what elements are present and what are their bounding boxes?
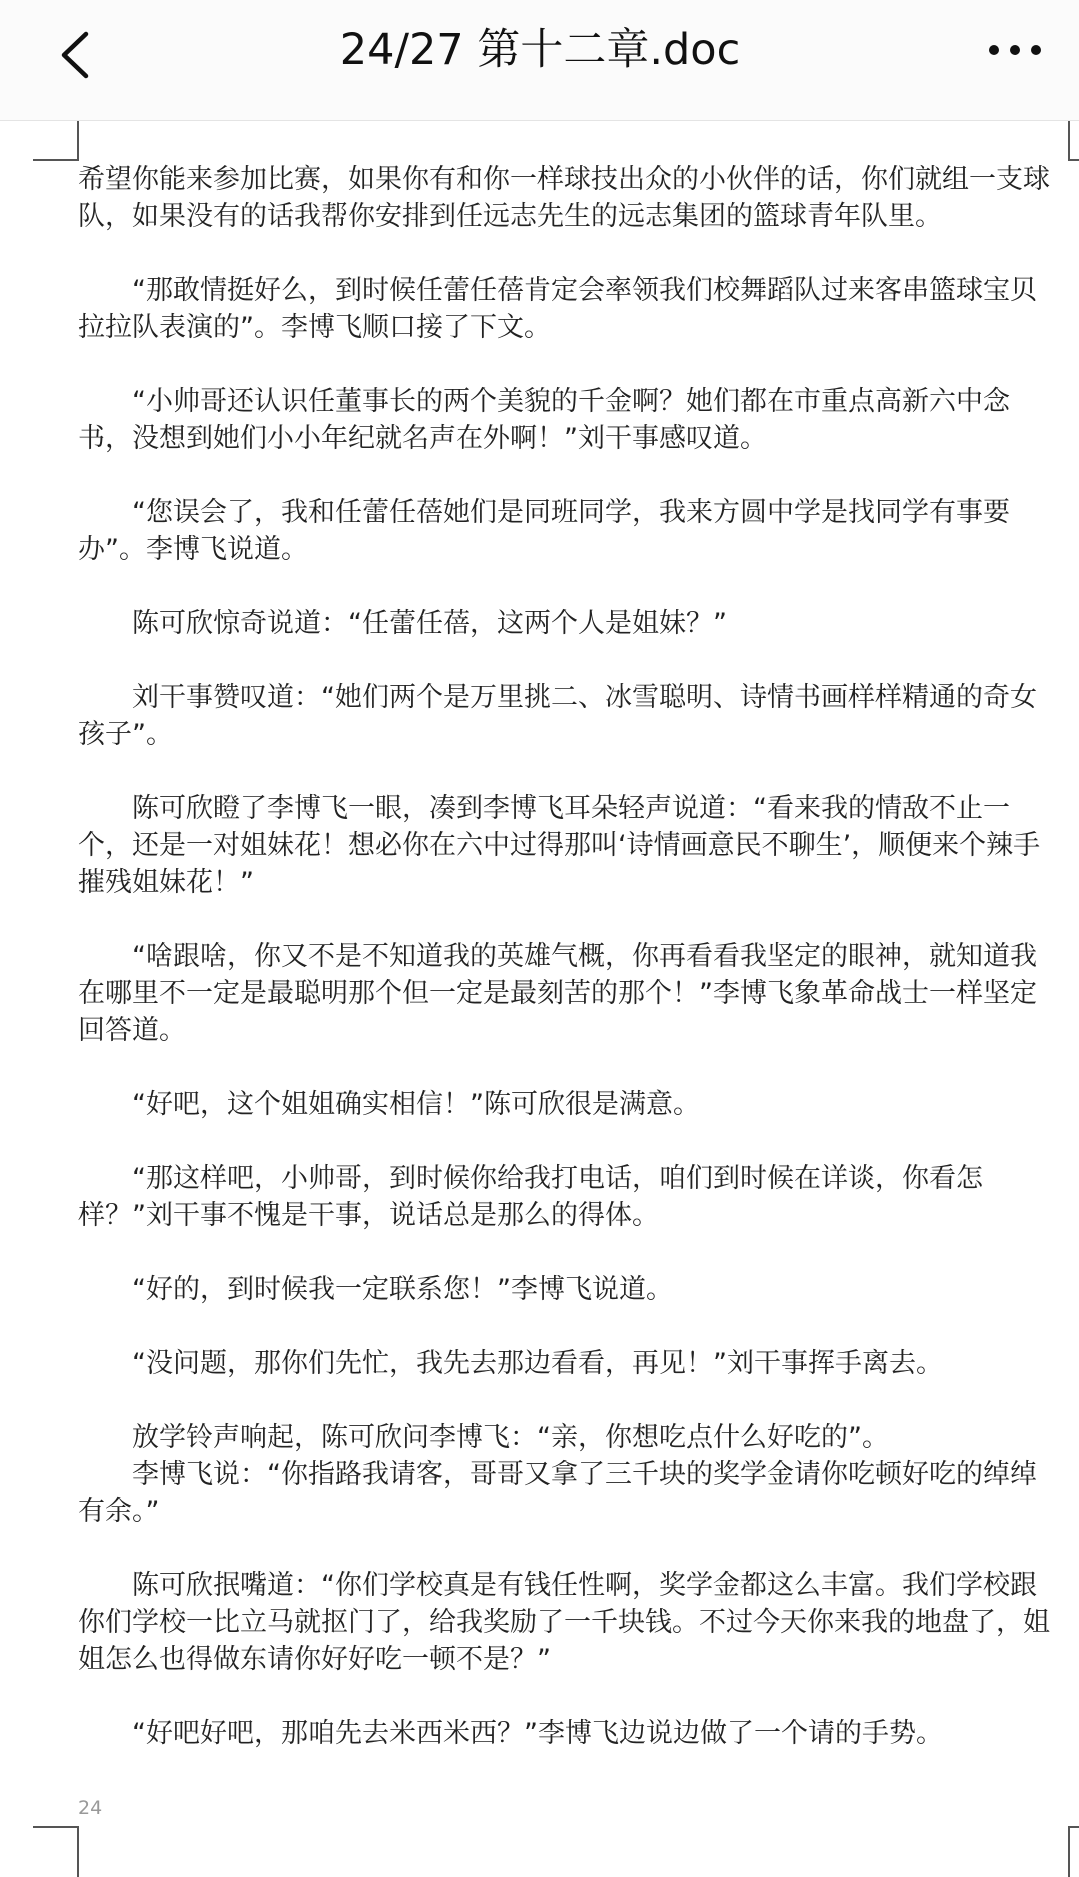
crop-mark-top-left — [33, 121, 79, 161]
paragraph: “没问题，那你们先忙，我先去那边看看，再见！”刘干事挥手离去。 — [132, 1348, 943, 1379]
paragraph: 李博飞说：“你指路我请客，哥哥又拿了三千块的奖学金请你吃顿好吃的绰绰有余。” — [78, 1459, 1037, 1527]
paragraph: 刘干事赞叹道：“她们两个是万里挑二、冰雪聪明、诗情书画样样精通的奇女孩子”。 — [78, 682, 1037, 750]
paragraph: “好的，到时候我一定联系您！”李博飞说道。 — [132, 1274, 673, 1305]
paragraph: 放学铃声响起，陈可欣问李博飞：“亲，你想吃点什么好吃的”。 — [132, 1422, 889, 1453]
crop-mark-top-right — [1068, 121, 1079, 161]
paragraph: “啥跟啥，你又不是不知道我的英雄气概，你再看看我坚定的眼神，就知道我在哪里不一定是最聪明那个但一定是最刻苦的那个！”李博飞象革命战士一样坚定回答道。 — [78, 941, 1037, 1046]
paragraph: “您误会了，我和任蕾任蓓她们是同班同学，我来方圆中学是找同学有事要办”。李博飞说道。 — [78, 497, 1010, 565]
paragraph: “好吧好吧，那咱先去米西米西？”李博飞边说边做了一个请的手势。 — [132, 1718, 943, 1749]
paragraph: “那敢情挺好么，到时候任蕾任蓓肯定会率领我们校舞蹈队过来客串篮球宝贝拉拉队表演的”。李博飞顺口接了下文。 — [78, 275, 1037, 343]
paragraph: 陈可欣瞪了李博飞一眼，凑到李博飞耳朵轻声说道：“看来我的情敌不止一个，还是一对姐妹花！想必你在六中过得那叫‘诗情画意民不聊生’，顺便来个辣手摧残姐妹花！” — [78, 793, 1041, 898]
more-options-button[interactable] — [970, 20, 1060, 80]
back-button[interactable] — [40, 20, 110, 90]
paragraph: 陈可欣惊奇说道：“任蕾任蓓，这两个人是姐妹？” — [132, 608, 727, 639]
paragraph: 希望你能来参加比赛，如果你有和你一样球技出众的小伙伴的话，你们就组一支球队，如果没有的话我帮你安排到任远志先生的远志集团的篮球青年队里。 — [78, 164, 1050, 232]
chevron-left-icon — [58, 30, 92, 80]
paragraph: “好吧，这个姐姐确实相信！”陈可欣很是满意。 — [132, 1089, 700, 1120]
document-page[interactable] — [0, 121, 1079, 1875]
document-body — [78, 161, 1056, 1789]
page-number: 24 — [78, 1797, 103, 1819]
document-title: 24/27 第十二章.doc — [339, 25, 741, 75]
crop-mark-bottom-right — [1068, 1826, 1079, 1877]
more-horizontal-icon — [987, 43, 1043, 57]
paragraph: “那这样吧，小帅哥，到时候你给我打电话，咱们到时候在详谈，你看怎样？”刘干事不愧是干事，说话总是那么的得体。 — [78, 1163, 983, 1231]
crop-mark-bottom-left — [33, 1826, 79, 1877]
top-navigation-bar — [0, 0, 1079, 121]
paragraph: 陈可欣抿嘴道：“你们学校真是有钱任性啊，奖学金都这么丰富。我们学校跟你们学校一比立马就抠门了，给我奖励了一千块钱。不过今天你来我的地盘了，姐姐怎么也得做东请你好好吃一顿不是？” — [78, 1570, 1050, 1675]
paragraph: “小帅哥还认识任董事长的两个美貌的千金啊？她们都在市重点高新六中念书，没想到她们小小年纪就名声在外啊！”刘干事感叹道。 — [78, 386, 1010, 454]
